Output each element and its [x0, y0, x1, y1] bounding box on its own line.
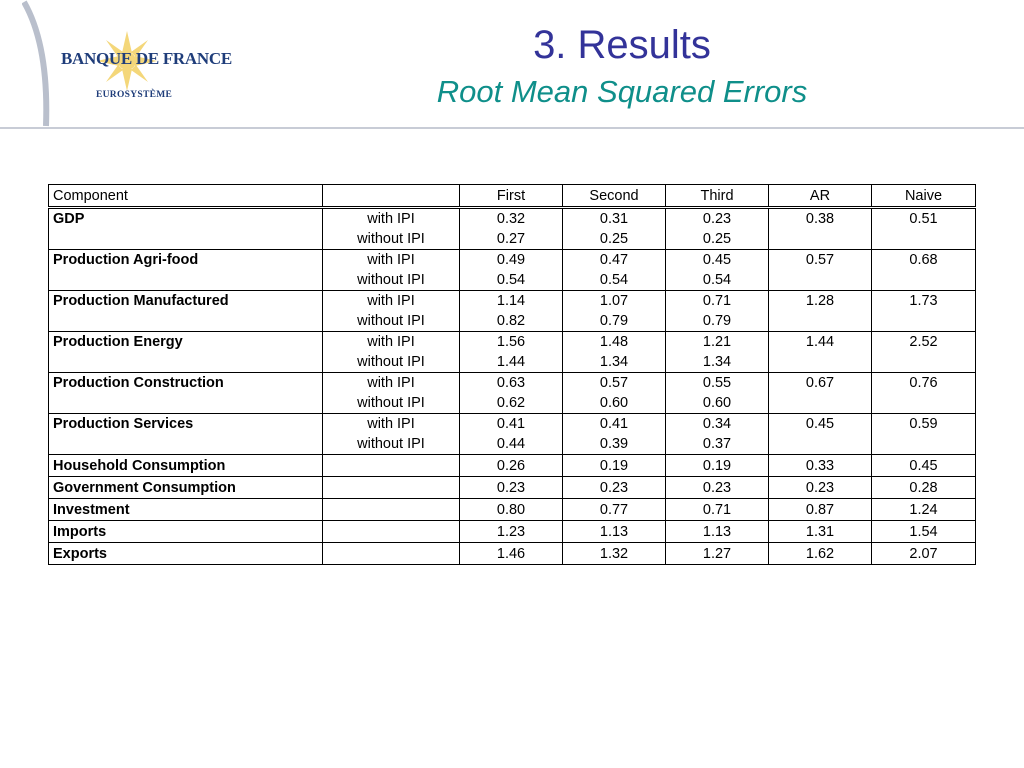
header-third: Third — [666, 185, 769, 208]
table-row — [49, 311, 976, 332]
table-row — [49, 455, 976, 477]
component-cell: Production Manufactured — [49, 291, 323, 312]
header-component: Component — [49, 185, 323, 208]
ar-cell: 1.44 — [769, 332, 872, 353]
table-row — [49, 543, 976, 565]
first-cell: 0.54 — [460, 270, 563, 291]
table-row — [49, 521, 976, 543]
ipi-cell: without IPI — [323, 270, 460, 291]
component-cell: Exports — [49, 543, 323, 565]
ipi-cell: without IPI — [323, 434, 460, 455]
slide-subtitle: Root Mean Squared Errors — [436, 74, 808, 109]
first-cell: 0.62 — [460, 393, 563, 414]
table-row — [49, 229, 976, 250]
ar-cell: 1.62 — [769, 543, 872, 565]
table-row — [49, 270, 976, 291]
second-cell: 1.34 — [563, 352, 666, 373]
first-cell: 1.23 — [460, 521, 563, 543]
header-ipi — [323, 185, 460, 208]
naive-cell: 1.54 — [872, 521, 976, 543]
logo-name: BANQUE DE FRANCE — [61, 49, 232, 68]
third-cell: 0.71 — [666, 291, 769, 312]
second-cell: 1.32 — [563, 543, 666, 565]
header-naive: Naive — [872, 185, 976, 208]
second-cell: 1.13 — [563, 521, 666, 543]
ipi-cell: without IPI — [323, 311, 460, 332]
second-cell: 0.41 — [563, 414, 666, 435]
first-cell: 0.82 — [460, 311, 563, 332]
first-cell: 1.56 — [460, 332, 563, 353]
naive-cell: 1.24 — [872, 499, 976, 521]
third-cell: 1.27 — [666, 543, 769, 565]
ar-cell: 0.45 — [769, 414, 872, 435]
third-cell: 0.54 — [666, 270, 769, 291]
second-cell: 0.47 — [563, 250, 666, 271]
table-row — [49, 499, 976, 521]
first-cell: 1.14 — [460, 291, 563, 312]
first-cell: 0.23 — [460, 477, 563, 499]
header-divider — [0, 127, 1024, 129]
third-cell: 1.34 — [666, 352, 769, 373]
ar-cell: 0.38 — [769, 208, 872, 230]
naive-cell: 0.45 — [872, 455, 976, 477]
second-cell: 1.48 — [563, 332, 666, 353]
third-cell: 0.25 — [666, 229, 769, 250]
second-cell: 0.23 — [563, 477, 666, 499]
table-row — [49, 250, 976, 271]
ipi-cell: with IPI — [323, 250, 460, 271]
first-cell: 0.44 — [460, 434, 563, 455]
component-cell: Production Services — [49, 414, 323, 435]
ipi-cell: without IPI — [323, 229, 460, 250]
second-cell: 0.60 — [563, 393, 666, 414]
component-cell: Investment — [49, 499, 323, 521]
ipi-cell: without IPI — [323, 393, 460, 414]
component-cell: Production Construction — [49, 373, 323, 394]
third-cell: 0.34 — [666, 414, 769, 435]
first-cell: 0.26 — [460, 455, 563, 477]
component-cell: Government Consumption — [49, 477, 323, 499]
table-row — [49, 434, 976, 455]
naive-cell: 0.59 — [872, 414, 976, 435]
naive-cell: 2.07 — [872, 543, 976, 565]
ar-cell: 0.67 — [769, 373, 872, 394]
table-row — [49, 393, 976, 414]
second-cell: 0.31 — [563, 208, 666, 230]
header-first: First — [460, 185, 563, 208]
slide-title: 3. Results — [533, 23, 711, 67]
third-cell: 1.21 — [666, 332, 769, 353]
table-row — [49, 477, 976, 499]
first-cell: 0.80 — [460, 499, 563, 521]
component-cell: Production Energy — [49, 332, 323, 353]
logo-arc-graphic — [22, 0, 62, 128]
table-row — [49, 208, 976, 230]
second-cell: 0.57 — [563, 373, 666, 394]
ar-cell: 0.23 — [769, 477, 872, 499]
ipi-cell: with IPI — [323, 332, 460, 353]
component-cell: Imports — [49, 521, 323, 543]
third-cell: 0.45 — [666, 250, 769, 271]
ar-cell: 1.28 — [769, 291, 872, 312]
ar-cell: 0.87 — [769, 499, 872, 521]
third-cell: 0.23 — [666, 208, 769, 230]
first-cell: 0.63 — [460, 373, 563, 394]
rmse-table — [48, 184, 976, 565]
second-cell: 0.77 — [563, 499, 666, 521]
ipi-cell: without IPI — [323, 352, 460, 373]
naive-cell: 0.28 — [872, 477, 976, 499]
table-row — [49, 352, 976, 373]
table-row — [49, 414, 976, 435]
naive-cell: 0.51 — [872, 208, 976, 230]
first-cell: 1.44 — [460, 352, 563, 373]
ar-cell: 1.31 — [769, 521, 872, 543]
component-cell: Household Consumption — [49, 455, 323, 477]
ar-cell: 0.57 — [769, 250, 872, 271]
second-cell: 0.54 — [563, 270, 666, 291]
naive-cell: 0.68 — [872, 250, 976, 271]
table-row — [49, 332, 976, 353]
second-cell: 0.79 — [563, 311, 666, 332]
second-cell: 0.39 — [563, 434, 666, 455]
table-row — [49, 373, 976, 394]
ipi-cell: with IPI — [323, 373, 460, 394]
ipi-cell: with IPI — [323, 291, 460, 312]
second-cell: 1.07 — [563, 291, 666, 312]
naive-cell: 2.52 — [872, 332, 976, 353]
ipi-cell: with IPI — [323, 414, 460, 435]
first-cell: 1.46 — [460, 543, 563, 565]
second-cell: 0.19 — [563, 455, 666, 477]
header-second: Second — [563, 185, 666, 208]
component-cell: GDP — [49, 208, 323, 230]
first-cell: 0.27 — [460, 229, 563, 250]
third-cell: 0.79 — [666, 311, 769, 332]
third-cell: 0.23 — [666, 477, 769, 499]
ipi-cell: with IPI — [323, 208, 460, 230]
first-cell: 0.49 — [460, 250, 563, 271]
third-cell: 1.13 — [666, 521, 769, 543]
third-cell: 0.37 — [666, 434, 769, 455]
naive-cell: 0.76 — [872, 373, 976, 394]
logo-subtitle: EUROSYSTÈME — [96, 90, 173, 100]
table-row — [49, 291, 976, 312]
first-cell: 0.32 — [460, 208, 563, 230]
component-cell: Production Agri-food — [49, 250, 323, 271]
first-cell: 0.41 — [460, 414, 563, 435]
third-cell: 0.60 — [666, 393, 769, 414]
second-cell: 0.25 — [563, 229, 666, 250]
naive-cell: 1.73 — [872, 291, 976, 312]
third-cell: 0.19 — [666, 455, 769, 477]
third-cell: 0.71 — [666, 499, 769, 521]
third-cell: 0.55 — [666, 373, 769, 394]
ar-cell: 0.33 — [769, 455, 872, 477]
table-header-row — [49, 185, 976, 208]
header-ar: AR — [769, 185, 872, 208]
